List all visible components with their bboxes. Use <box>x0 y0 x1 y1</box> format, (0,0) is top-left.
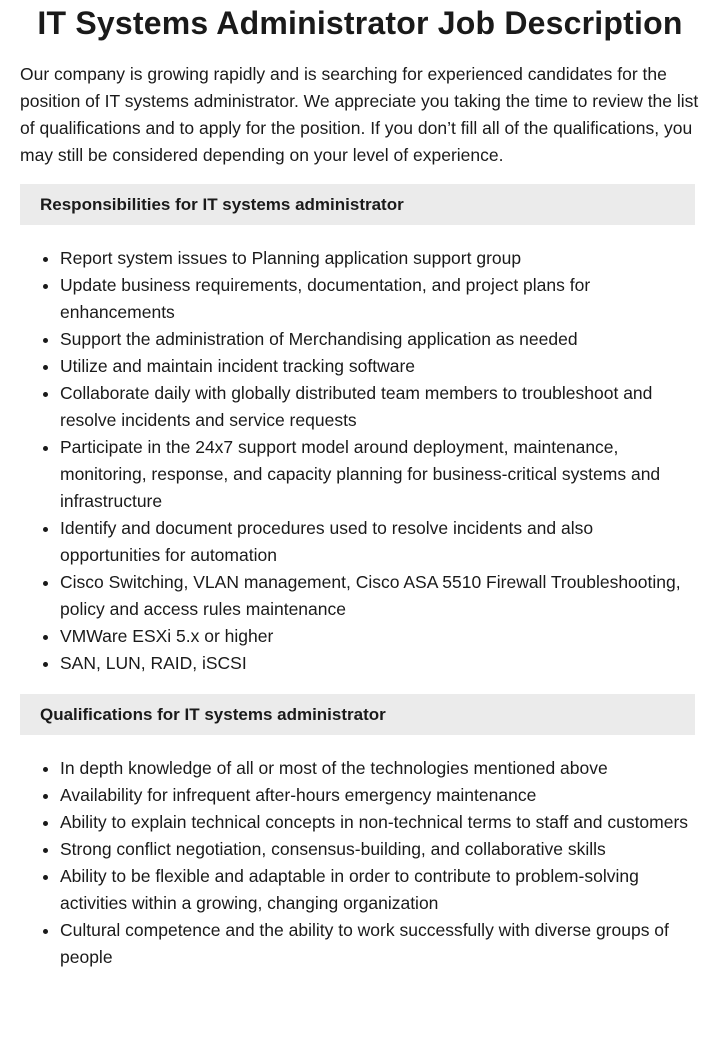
qualifications-heading: Qualifications for IT systems administrator <box>20 694 695 735</box>
list-item: • Report system issues to Planning application support group <box>60 245 695 272</box>
list-item: • Availability for infrequent after-hours emergency maintenance <box>60 782 695 809</box>
list-item: • VMWare ESXi 5.x or higher <box>60 623 695 650</box>
list-item: • Collaborate daily with globally distributed team members to troubleshoot and resolve incidents and service requests <box>60 380 695 434</box>
list-item: • Participate in the 24x7 support model around deployment, maintenance, monitoring, response, and capacity planning for business-critical systems and infrastructure <box>60 434 695 515</box>
list-item: • SAN, LUN, RAID, iSCSI <box>60 650 695 677</box>
list-item: • Update business requirements, documentation, and project plans for enhancements <box>60 272 695 326</box>
responsibilities-list <box>20 245 695 677</box>
list-item: • Ability to be flexible and adaptable in order to contribute to problem-solving activities within a growing, changing organization <box>60 863 695 917</box>
page-title: IT Systems Administrator Job Description <box>37 5 683 41</box>
list-item: • Identify and document procedures used to resolve incidents and also opportunities for automation <box>60 515 695 569</box>
list-item: • Strong conflict negotiation, consensus-building, and collaborative skills <box>60 836 695 863</box>
responsibilities-heading: Responsibilities for IT systems administrator <box>20 184 695 225</box>
intro-paragraph: Our company is growing rapidly and is searching for experienced candidates for the position of IT systems administrator. We appreciate you taking the time to review the list of qualifications and to apply for the position. If you don’t fill all of the qualifications, you may still be considered depending on your level of experience. <box>20 64 699 165</box>
list-item: • In depth knowledge of all or most of the technologies mentioned above <box>60 755 695 782</box>
list-item: • Cultural competence and the ability to work successfully with diverse groups of people <box>60 917 695 971</box>
list-item: • Support the administration of Merchandising application as needed <box>60 326 695 353</box>
list-item: • Cisco Switching, VLAN management, Cisco ASA 5510 Firewall Troubleshooting, policy and access rules maintenance <box>60 569 695 623</box>
list-item: • Utilize and maintain incident tracking software <box>60 353 695 380</box>
qualifications-list <box>20 755 695 971</box>
list-item: • Ability to explain technical concepts in non-technical terms to staff and customers <box>60 809 695 836</box>
